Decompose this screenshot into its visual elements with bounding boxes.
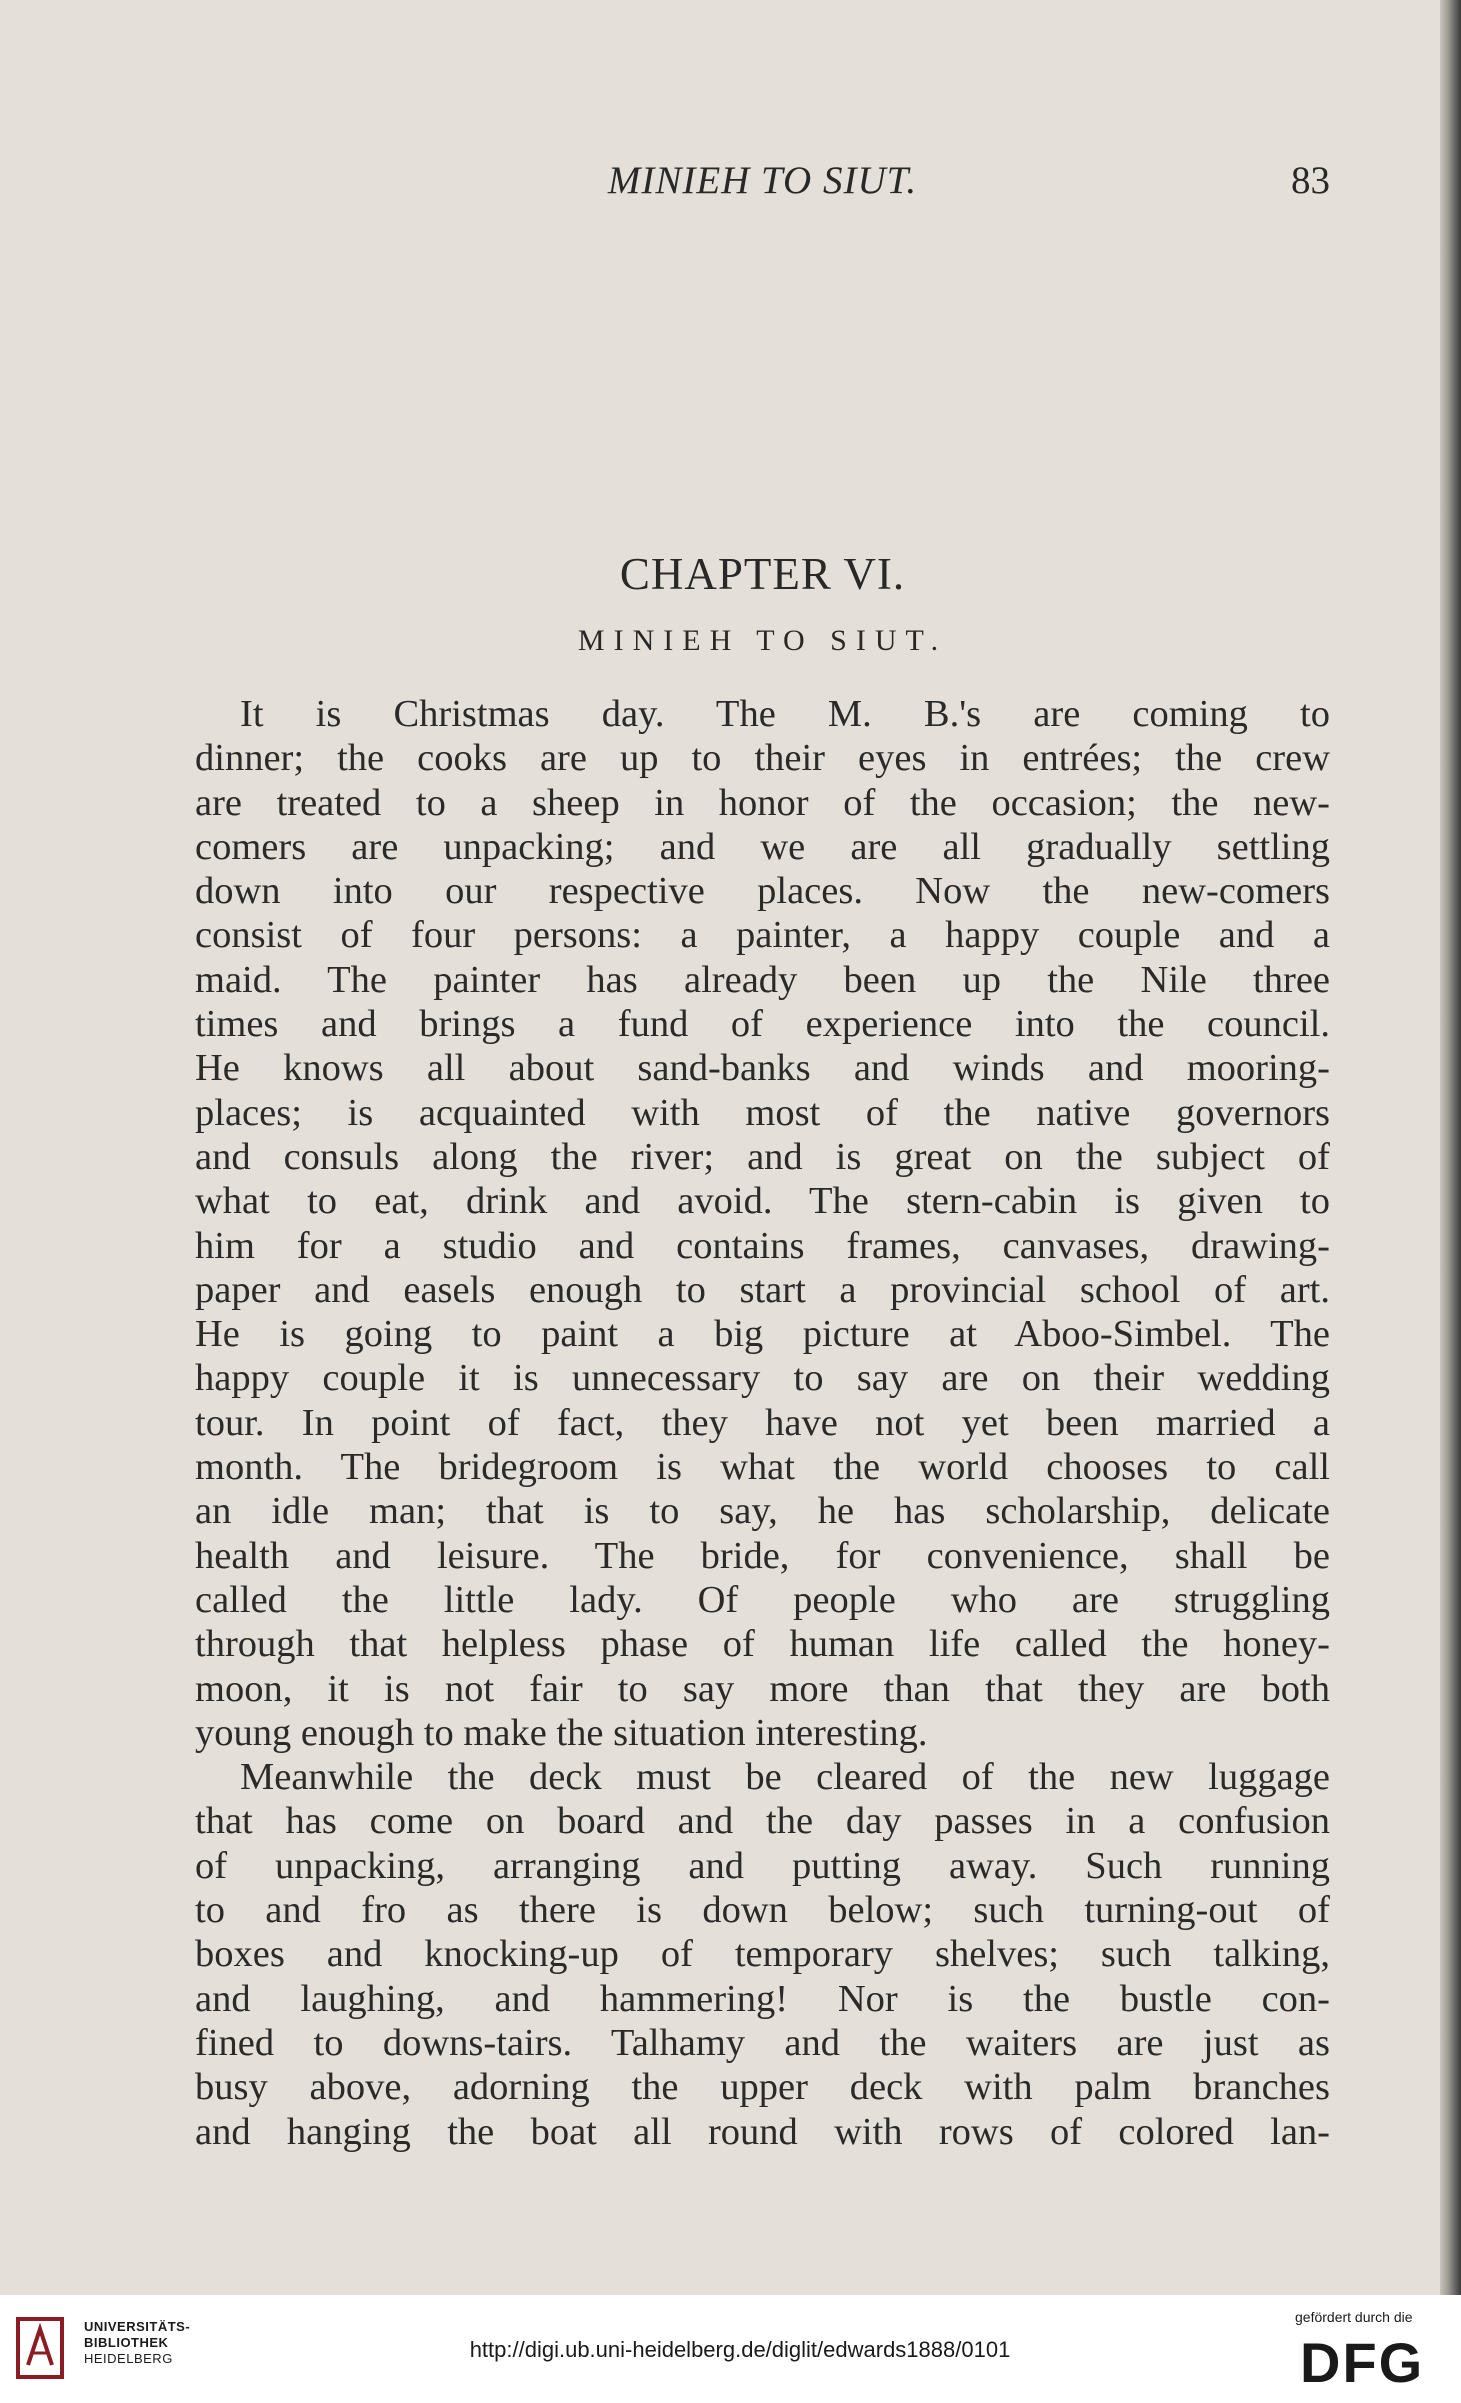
text-line: an idle man; that is to say, he has scholarship, delicate: [195, 1490, 1330, 1533]
text-line: comers are unpacking; and we are all gradually settling: [195, 825, 1330, 868]
text-line: places; is acquainted with most of the native governors: [195, 1091, 1330, 1134]
text-line: boxes and knocking-up of temporary shelves; such talking,: [195, 1933, 1330, 1976]
text-line: of unpacking, arranging and putting away. Such running: [195, 1844, 1330, 1887]
text-line: happy couple it is unnecessary to say are on their wedding: [195, 1357, 1330, 1400]
text-line: He knows all about sand-banks and winds and mooring-: [195, 1047, 1330, 1090]
text-line: called the little lady. Of people who are struggling: [195, 1578, 1330, 1621]
text-line: busy above, adorning the upper deck with palm branches: [195, 2066, 1330, 2109]
text-line: health and leisure. The bride, for convenience, shall be: [195, 1534, 1330, 1577]
text-line: young enough to make the situation interesting.: [195, 1711, 928, 1754]
text-line: and laughing, and hammering! Nor is the bustle con-: [195, 1977, 1330, 2020]
text-line: paper and easels enough to start a provincial school of art.: [195, 1268, 1330, 1311]
text-line: tour. In point of fact, they have not yet been married a: [195, 1401, 1330, 1444]
body-text: [195, 692, 1330, 2154]
text-line: fined to downs-tairs. Talhamy and the waiters are just as: [195, 2021, 1330, 2064]
text-line: and consuls along the river; and is great on the subject of: [195, 1135, 1330, 1178]
running-head: [195, 158, 1330, 208]
text-line: dinner; the cooks are up to their eyes in entrées; the crew: [195, 737, 1330, 780]
funding-note: gefördert durch die: [1295, 2309, 1413, 2325]
chapter-title: CHAPTER VI.: [619, 549, 906, 599]
source-url[interactable]: http://digi.ub.uni-heidelberg.de/diglit/edwards1888/0101: [469, 2337, 1011, 2362]
text-line: through that helpless phase of human life called the honey-: [195, 1623, 1330, 1666]
university-library-logo-icon: [14, 2313, 66, 2383]
text-line: down into our respective places. Now the new-comers: [195, 870, 1330, 913]
text-line: are treated to a sheep in honor of the occasion; the new-: [195, 781, 1330, 824]
text-line: month. The bridegroom is what the world chooses to call: [195, 1446, 1330, 1489]
library-name-line: BIBLIOTHEK: [84, 2335, 169, 2350]
footer-bar: [0, 2295, 1461, 2403]
chapter-subtitle: MINIEH TO SIUT.: [577, 624, 948, 657]
text-line: Meanwhile the deck must be cleared of the new luggage: [240, 1756, 1330, 1799]
text-line: moon, it is not fair to say more than that they are both: [195, 1667, 1330, 1710]
running-head-title: MINIEH TO SIUT.: [607, 159, 918, 202]
page-number: 83: [1291, 159, 1330, 202]
text-line: and hanging the boat all round with rows of colored lan-: [195, 2110, 1330, 2153]
library-name-line: UNIVERSITÄTS-: [84, 2319, 191, 2334]
dfg-logo-icon: DFG: [1300, 2331, 1425, 2394]
text-line: times and brings a fund of experience into the council.: [195, 1003, 1330, 1046]
text-line: consist of four persons: a painter, a happy couple and a: [195, 914, 1330, 957]
text-line: maid. The painter has already been up the Nile three: [195, 958, 1330, 1001]
text-line: that has come on board and the day passes in a confusion: [195, 1800, 1330, 1843]
text-line: him for a studio and contains frames, canvases, drawing-: [195, 1224, 1330, 1267]
text-line: what to eat, drink and avoid. The stern-cabin is given to: [195, 1180, 1330, 1223]
text-line: It is Christmas day. The M. B.'s are coming to: [240, 693, 1330, 735]
library-name-line: HEIDELBERG: [84, 2351, 173, 2366]
text-line: to and fro as there is down below; such turning-out of: [195, 1889, 1330, 1932]
text-line: He is going to paint a big picture at Aboo-Simbel. The: [195, 1313, 1330, 1356]
library-name: [84, 2319, 190, 2367]
page-edge-shadow: [1440, 0, 1461, 2295]
